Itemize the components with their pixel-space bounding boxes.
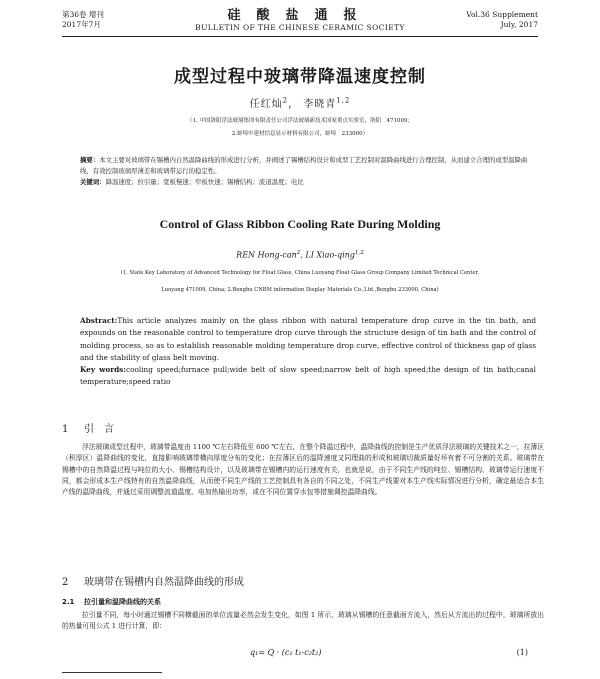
affiliation-en-1: (1. State Key Laboratory of Advanced Technology for Float Glass, China Luoyang Float Glass Group Company Limited Technical Center,	[120, 270, 480, 276]
abstract-cn-text: 本文主要对玻璃带在锡槽内自然温降曲线的形成进行分析，并阐述了锡槽结构设计和成型工艺控制对温降曲线进行合理控制，从而建立合理的成型温降曲线，有效控制玻璃厚薄差和玻璃带运行的稳定性。	[80, 156, 528, 175]
author-1-en: REN Hong-can	[236, 250, 297, 260]
section-2-1-title: 拉引量和温降曲线的关系	[84, 598, 161, 606]
abstract-cn-label: 摘要：	[80, 156, 100, 164]
abstract-en	[80, 315, 536, 389]
authors-en: REN Hong-can$^2$, LI Xiao-qing$^{1,2}$	[236, 250, 364, 260]
section-2-heading	[62, 573, 244, 588]
section-1-title: 引 言	[84, 424, 114, 435]
abstract-en-text: This article analyzes mainly on the glass ribbon with natural temperature drop curve in the tin bath, and expounds on the reasonable control to temperature drop curve through the structure design of tin bath and the control of molding process, so as to establish reasonable molding temperature drop curve, effective control of thickness gap of glass and the stability of glass belt moving.	[80, 316, 536, 362]
header-volume-en: Vol.36 Supplement	[466, 10, 538, 19]
keywords-cn	[80, 177, 538, 188]
paper-title-en: Control of Glass Ribbon Cooling Rate During Molding	[159, 217, 441, 231]
abstract-cn-paragraph	[80, 155, 538, 177]
author-1-cn-affil: 2	[282, 96, 289, 105]
running-header	[62, 6, 538, 37]
keywords-cn-text: 降温速度；拉引量；宽板慢速；窄板快速；锡槽结构；流道温度；电比	[105, 178, 304, 186]
author-2-cn-affil: 1,2	[336, 96, 351, 105]
affiliation-cn-1: （1. 中国洛阳浮法玻璃集团有限责任公司浮法玻璃新技术国家重点实验室，洛阳 471009；	[187, 118, 413, 124]
abstract-en-label: Abstract:	[80, 316, 118, 325]
journal-title-cn: 硅酸盐通报	[227, 8, 373, 23]
header-date-cn: 2017年7月	[62, 20, 101, 29]
author-2-en: LI Xiao-qing	[305, 250, 355, 260]
footnote-rule	[62, 672, 162, 673]
author-2-cn: 李晓青	[303, 99, 337, 110]
affiliation-en-2: Luoyang 471009, China; 2.Bengbu CNBM information Display Materials Co.,Ltd.,Bengbu 233000, China)	[161, 287, 439, 293]
section-2-1-heading	[62, 597, 161, 607]
author-2-en-affil: 1,2	[354, 250, 364, 256]
section-2-title: 玻璃带在锡槽内自然温降曲线的形成	[84, 577, 244, 588]
section-2-number: 2	[62, 577, 69, 588]
section-1-number: 1	[62, 424, 69, 435]
authors-cn	[0, 95, 600, 110]
header-date-en: July, 2017	[500, 20, 538, 29]
keywords-en-label: Key words:	[80, 365, 126, 375]
equation-1-number: (1)	[516, 648, 528, 657]
section-1-heading	[62, 420, 114, 435]
keywords-en	[80, 364, 536, 389]
abstract-cn	[80, 155, 538, 188]
equation-1-expression: q₁= Q · (c₁ t₁-c₂t₂)	[250, 648, 322, 657]
header-volume: 第36卷 增刊	[62, 10, 104, 19]
author-1-en-affil: 2	[296, 250, 301, 256]
keywords-en-text: cooling speed;furnace pull;wide belt of slow speed;narrow belt of high speed;the design of tin bath;canal temperature;speed ratio	[80, 365, 536, 387]
journal-title-en: BULLETIN OF THE CHINESE CERAMIC SOCIETY	[195, 23, 405, 32]
affiliation-cn-2: 2.蚌埠中建材信息显示材料有限公司，蚌埠 233000）	[231, 131, 369, 137]
header-issue-info	[466, 10, 538, 30]
paper-title-cn: 成型过程中玻璃带降温速度控制	[174, 67, 426, 87]
authors-cn-separator: ，	[288, 99, 300, 110]
section-1-paragraph: 浮法玻璃成型过程中，玻璃带温度由 1100 ℃左右降低至 600 ℃左右，在整个降温过程中，温降曲线的控制是生产优质浮法玻璃的关键技术之一，拉薄区（积厚区）温降曲线的变化，直接影响玻璃带横向厚度分布的变化；在拉薄区后的温降速度又同理曲的形成和玻璃切裁质量好坏有着不可分割的关系。玻璃带在锡槽中的自然降温过程与吨位的大小、锡槽结构设计，以及玻璃带在锡槽内的运行速度有关，也就是说，由于不同生产线的吨位、锡槽结构、玻璃带运行速度不同，都会形成本生产线特有的自然温降曲线，从而使不同生产线的工艺控制具有各自的不同之处，不同生产线要对本生产线实际情况进行分析，确定最适合本生产线的温降曲线，并通过采用调整流道温度、电加热输出功率，或在不同位置穿水包等措施调控温降曲线。	[62, 443, 544, 497]
author-1-cn: 任红灿	[249, 99, 283, 110]
section-2-1-number: 2.1	[62, 598, 75, 606]
abstract-en-paragraph	[80, 315, 536, 364]
keywords-cn-label: 关键词：	[80, 178, 106, 186]
section-2-1-paragraph: 拉引量不同，每小时通过锡槽不同横截面的单位流量必然会发生变化，如图 1 所示，玻璃从锡槽的任意截面方流入，然后从方流出的过程中，玻璃所放出的热量可用公式 1 进行计算，即：	[62, 611, 544, 631]
